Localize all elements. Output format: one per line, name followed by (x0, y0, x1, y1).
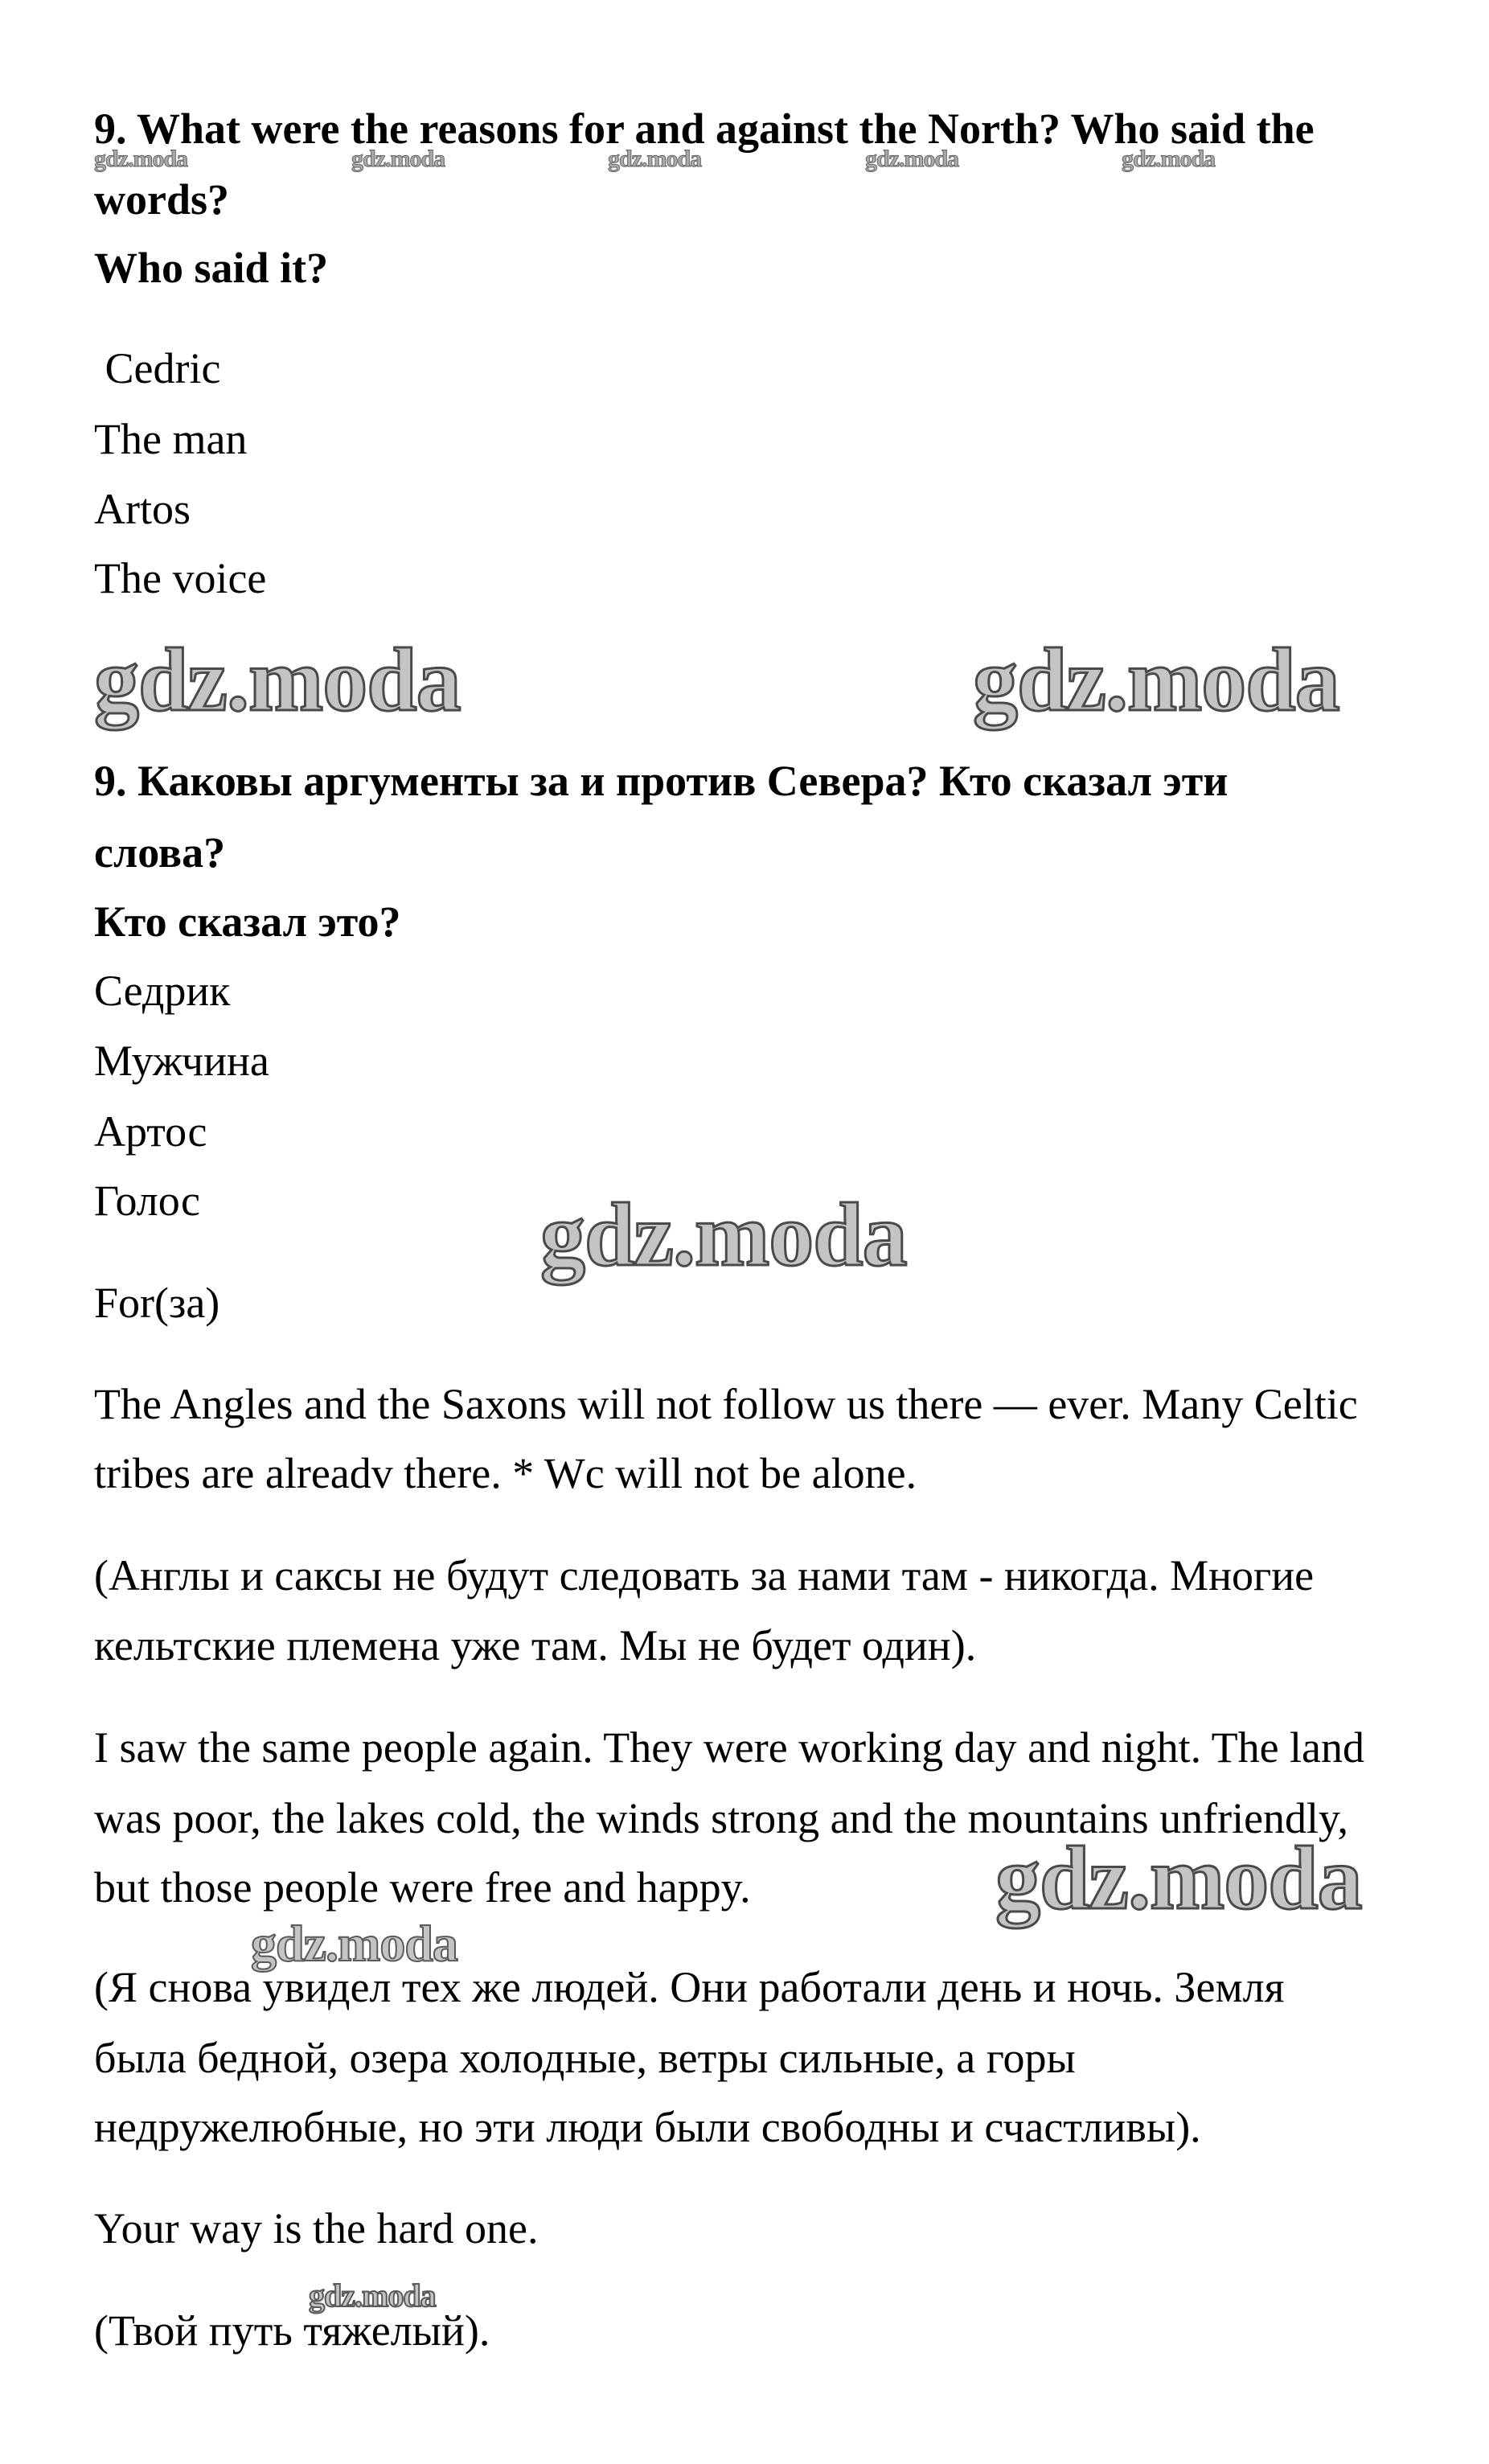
paragraph-line: was poor, the lakes cold, the winds strong and the mountains unfriendly, (94, 1794, 1349, 1842)
watermark: gdz.moda (865, 146, 959, 172)
watermark: gdz.moda (973, 630, 1339, 730)
question-heading-ru-cont: слова? (94, 828, 226, 877)
subheading-en: Who said it? (94, 244, 329, 292)
paragraph-line: tribes are alreadv there. * Wc will not be alone. (94, 1449, 917, 1497)
paragraph-line: (Я снова увидел тех же людей. Они работали день и ночь. Земля (94, 1963, 1285, 2011)
question-heading-ru: 9. Каковы аргументы за и против Севера? Кто сказал эти (94, 757, 1229, 805)
speaker-item: Cedric (94, 344, 221, 392)
paragraph-line: недружелюбные, но эти люди были свободны и счастливы). (94, 2103, 1201, 2151)
watermark: gdz.moda (608, 146, 702, 172)
watermark: gdz.moda (351, 146, 445, 172)
speaker-item-ru: Голос (94, 1177, 201, 1225)
paragraph-line: была бедной, озера холодные, ветры сильные, а горы (94, 2034, 1076, 2082)
speaker-item-ru: Артос (94, 1107, 207, 1156)
speaker-item-ru: Мужчина (94, 1037, 269, 1085)
paragraph-line: (Англы и саксы не будут следовать за нами там - никогда. Многие (94, 1551, 1315, 1600)
paragraph-line: Your way is the hard one. (94, 2204, 539, 2253)
speaker-item: Artos (94, 485, 191, 533)
subheading-ru: Кто сказал это? (94, 897, 401, 946)
watermark: gdz.moda (94, 146, 188, 172)
speaker-item: The voice (94, 554, 267, 602)
watermark: gdz.moda (540, 1185, 907, 1285)
paragraph-line: but those people were free and happy. (94, 1863, 751, 1912)
watermark: gdz.moda (94, 630, 461, 730)
paragraph-line: кельтские племена уже там. Мы не будет один). (94, 1621, 977, 1669)
watermark: gdz.moda (309, 2277, 436, 2314)
paragraph-line: The Angles and the Saxons will not follow us there — ever. Many Celtic (94, 1380, 1358, 1428)
question-heading-en-cont: words? (94, 175, 230, 224)
speaker-item-ru: Седрик (94, 967, 231, 1015)
watermark: gdz.moda (251, 1915, 457, 1972)
paragraph-line: (Твой путь тяжелый). (94, 2306, 490, 2355)
watermark: gdz.moda (1122, 146, 1216, 172)
paragraph-line: I saw the same people again. They were working day and night. The land (94, 1723, 1365, 1772)
question-heading-en: 9. What were the reasons for and against the North? Who said the (94, 105, 1315, 153)
watermark: gdz.moda (995, 1829, 1362, 1928)
for-label: For(за) (94, 1279, 220, 1327)
speaker-item: The man (94, 415, 248, 463)
